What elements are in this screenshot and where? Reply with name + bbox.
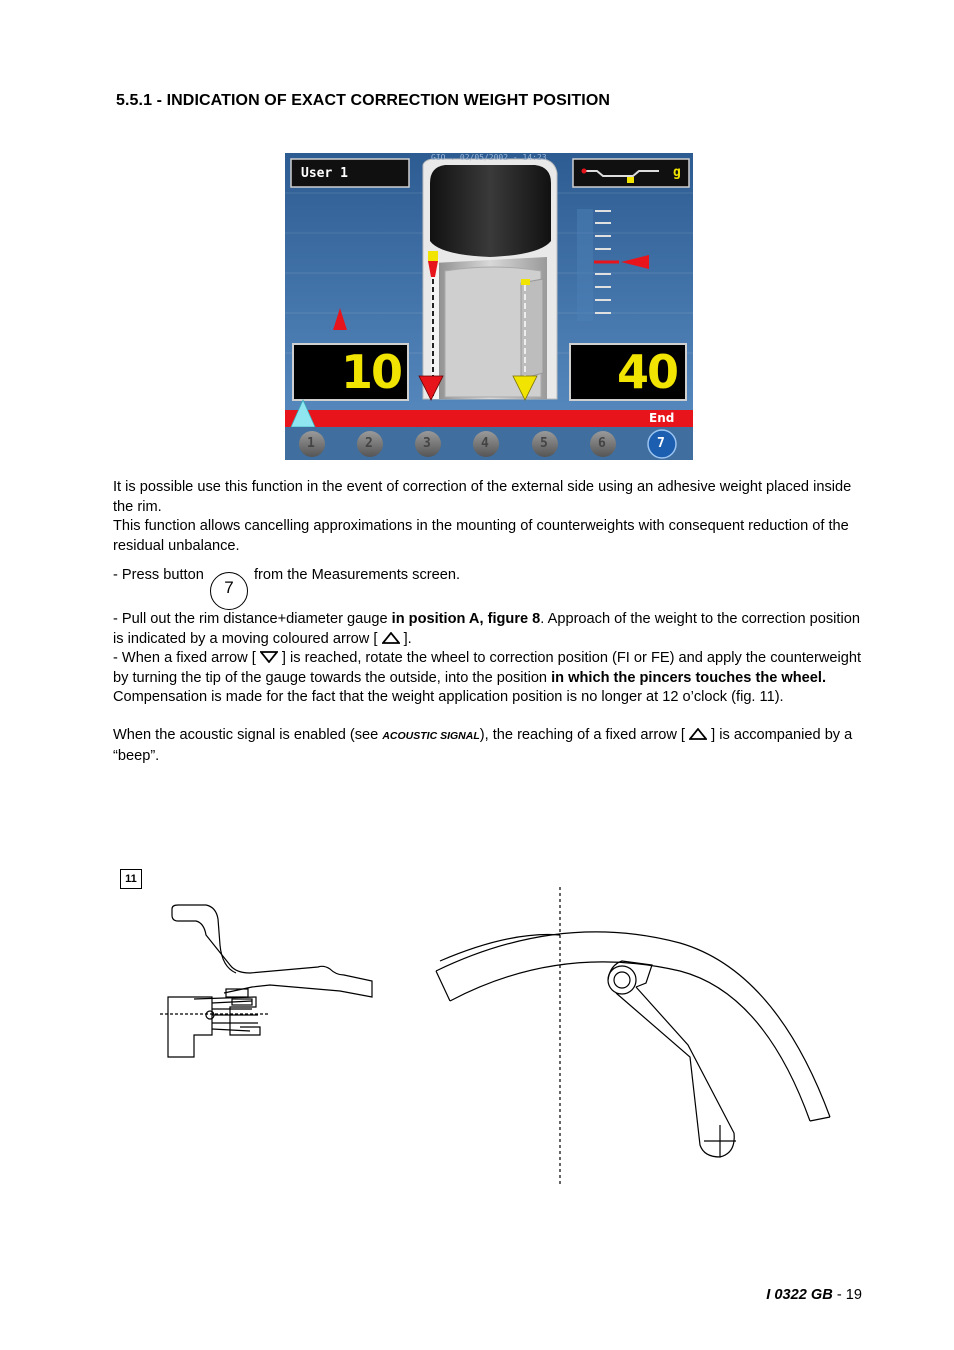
screen-button-7: 7 — [657, 436, 665, 451]
acoustic-signal-ref: ACOUSTIC SIGNAL — [382, 730, 480, 742]
paragraph-3 — [113, 726, 863, 766]
document-code: I 0322 GB — [766, 1287, 833, 1303]
paragraph-2: This function allows cancelling approximations in the mounting of counterweights with consequent reduction of the residual unbalance. — [113, 518, 849, 554]
screen-button-3: 3 — [423, 436, 431, 451]
press-button-line — [113, 566, 863, 610]
screen-right-value: 40 — [617, 345, 678, 399]
paragraph-3-text-b: ), the reaching of a fixed arrow [ — [479, 727, 685, 743]
screen-button-1: 1 — [307, 436, 315, 451]
fixed-arrow-down-icon — [260, 651, 278, 663]
bullet-1-text-c: ]. — [403, 630, 412, 647]
paragraph-3-text-c: ] is accompanied by a “beep”. — [113, 727, 853, 764]
screen-datetime: GIO . 02/05/2002 - 14:23 — [431, 153, 547, 162]
bullet-1-bold: in position A, figure 8 — [391, 611, 541, 627]
bullet-1 — [113, 610, 863, 649]
screen-button-2: 2 — [365, 436, 373, 451]
press-prefix: - Press button — [113, 567, 204, 583]
press-suffix: from the Measurements screen. — [253, 567, 460, 583]
paragraph-3-text-a: When the acoustic signal is enabled (see — [113, 727, 383, 743]
bullet-2-text-b: ] is reached, rotate the wheel to correction position (FI or FE) and apply the counterweight by turning the tip of the gauge towards the outside, into the position — [113, 650, 862, 686]
screen-left-value: 10 — [341, 345, 402, 399]
bullet-1-text-b: . Approach of the weight to the correction position is indicated by a moving coloured arrow [ — [113, 611, 860, 647]
paragraph-1: It is possible use this function in the event of correction of the external side using an adhesive weight placed inside the rim. — [113, 479, 852, 515]
bullet-2-text-c: Compensation is made for the fact that the weight application position is no longer at 12 o’clock (fig. 11). — [113, 689, 784, 705]
moving-arrow-up-icon — [382, 632, 400, 644]
bullet-2-bold: in which the pincers touches the wheel. — [551, 669, 827, 686]
figure-11-drawing — [160, 885, 840, 1185]
fixed-arrow-up-icon — [689, 728, 707, 740]
bullet-2-text-a: - When a fixed arrow [ — [113, 650, 256, 666]
section-heading: 5.5.1 - INDICATION OF EXACT CORRECTION WEIGHT POSITION — [116, 92, 611, 109]
screen-end-label: End — [649, 411, 675, 425]
balancer-screen — [285, 153, 693, 460]
page-footer — [766, 1287, 862, 1303]
screen-graphic — [285, 153, 693, 460]
button-7-icon: 7 — [210, 572, 248, 610]
screen-button-4: 4 — [481, 436, 489, 451]
bullet-2 — [113, 649, 863, 708]
screen-button-5: 5 — [540, 436, 548, 451]
bullet-1-text-a: - Pull out the rim distance+diameter gauge — [113, 611, 392, 627]
screen-user-label: User 1 — [301, 166, 348, 181]
screen-weight-unit: g — [673, 165, 681, 180]
figure-label: 11 — [120, 869, 142, 889]
page-number: - 19 — [832, 1287, 862, 1303]
screen-button-6: 6 — [598, 436, 606, 451]
